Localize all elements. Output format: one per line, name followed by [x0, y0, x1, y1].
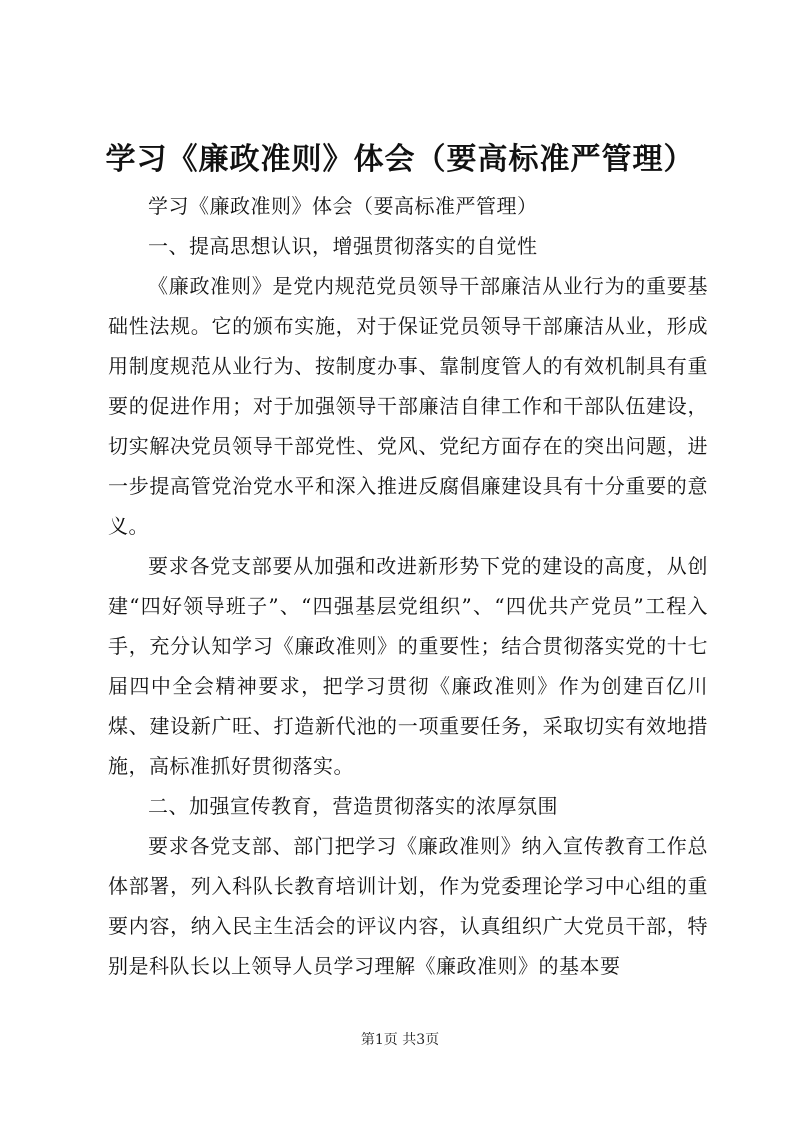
page-number-footer: 第1页 共3页	[360, 1032, 440, 1048]
section-heading-2: 二、加强宣传教育，营造贯彻落实的浓厚氛围	[148, 794, 558, 818]
paragraph: 《廉政准则》是党内规范党员领导干部廉洁从业行为的重要基础性法规。它的颁布实施，对于保证党员领导干部廉洁从业，形成用制度规范从业行为、按制度办事、靠制度管人的有效机制具有重要的促进作用；对于加强领导干部廉洁自律工作和干部队伍建设，切实解决党员领导干部党性、党风、党纪方面存在的突出问题，进一步提高管党治党水平和深入推进反腐倡廉建设具有十分重要的意义。	[108, 274, 708, 538]
paragraph: 要求各党支部、部门把学习《廉政准则》纳入宣传教育工作总体部署，列入科队长教育培训计划，作为党委理论学习中心组的重要内容，纳入民主生活会的评议内容，认真组织广大党员干部，特别是科队长以上领导人员学习理解《廉政准则》的基本要	[108, 834, 708, 978]
document-title: 学习《廉政准则》体会（要高标准严管理）	[105, 142, 695, 177]
section-heading-1: 一、提高思想认识，增强贯彻落实的自觉性	[148, 234, 538, 258]
paragraph-subtitle: 学习《廉政准则》体会（要高标准严管理）	[148, 194, 538, 218]
paragraph: 要求各党支部要从加强和改进新形势下党的建设的高度，从创建“四好领导班子”、“四强基层党组织”、“四优共产党员”工程入手，充分认知学习《廉政准则》的重要性；结合贯彻落实党的十七届四中全会精神要求，把学习贯彻《廉政准则》作为创建百亿川煤、建设新广旺、打造新代池的一项重要任务，采取切实有效地措施，高标准抓好贯彻落实。	[108, 554, 708, 778]
document-body	[108, 186, 708, 986]
